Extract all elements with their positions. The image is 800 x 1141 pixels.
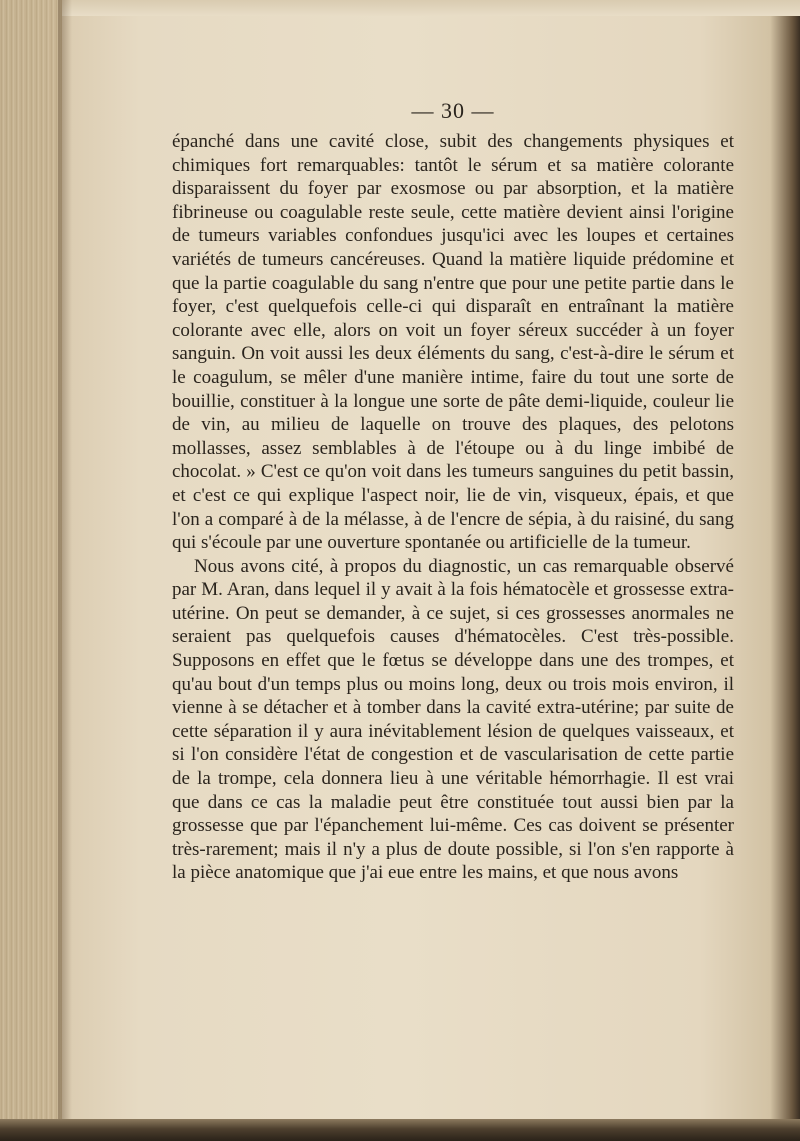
- book-page-edges: [0, 0, 62, 1141]
- page-text-block: [172, 96, 734, 996]
- paragraph-continued: épanché dans une cavité close, subit des changements physiques et chimiques fort remarquables: tantôt le sérum et sa matière colorante disparaissent du foyer par exosmose ou par absorption, et la matière fibrineuse ou coagulable reste seule, cette matière devient ainsi l'origine de tumeurs variables confondues jusqu'ici avec les loupes et certaines variétés de tumeurs cancéreuses. Quand la matière liquide prédomine et que la partie coagulable du sang n'entre que pour une petite partie dans le foyer, c'est quelquefois celle-ci qui disparaît en entraînant la matière colorante avec elle, alors on voit un foyer séreux succéder à un foyer sanguin. On voit aussi les deux éléments du sang, c'est-à-dire le sérum et le coagulum, se mêler d'une manière intime, faire du tout une sorte de bouillie, constituer à la longue une sorte de pâte demi-liquide, couleur lie de vin, au milieu de laquelle on trouve des plaques, des pelotons mollasses, assez semblables à de l'étoupe ou à du linge imbibé de chocolat. » C'est ce qu'on voit dans les tumeurs sanguines du petit bassin, et c'est ce qui explique l'aspect noir, lie de vin, visqueux, épais, et que l'on a comparé à de la mélasse, à de l'encre de sépia, à du raisiné, du sang qui s'écoule par une ouverture spontanée ou artificielle de la tumeur.: [172, 131, 734, 554]
- page-top-margin: [62, 0, 800, 16]
- scan-bottom-edge: [0, 1119, 800, 1141]
- page-number: — 30 —: [411, 98, 495, 123]
- gutter-shadow: [58, 0, 72, 1141]
- paragraph-aran-case: Nous avons cité, à propos du diagnostic, un cas remarquable observé par M. Aran, dans lequel il y avait à la fois hématocèle et grossesse extra-utérine. On peut se demander, à ce sujet, si ces grossesses anormales ne seraient pas quelquefois causes d'hématocèles. C'est très-possible. Supposons en effet que le fœtus se développe dans une des trompes, et qu'au bout d'un temps plus ou moins long, deux ou trois mois environ, il vienne à se détacher et à tomber dans la cavité extra-utérine; par suite de cette séparation il y aura inévitablement lésion de quelques vaisseaux, et si l'on considère l'état de congestion et de vascularisation de cette partie de la trompe, cela donnera lieu à une véritable hémorrhagie. Il est vrai que dans ce cas la maladie peut être constituée tout aussi bien par la grossesse que par l'épanchement lui-même. Ces cas doivent se présenter très-rarement; mais il n'y a plus de doute possible, si l'on s'en rapporte à la pièce anatomique que j'ai eue entre les mains, et que nous avons: [172, 555, 734, 884]
